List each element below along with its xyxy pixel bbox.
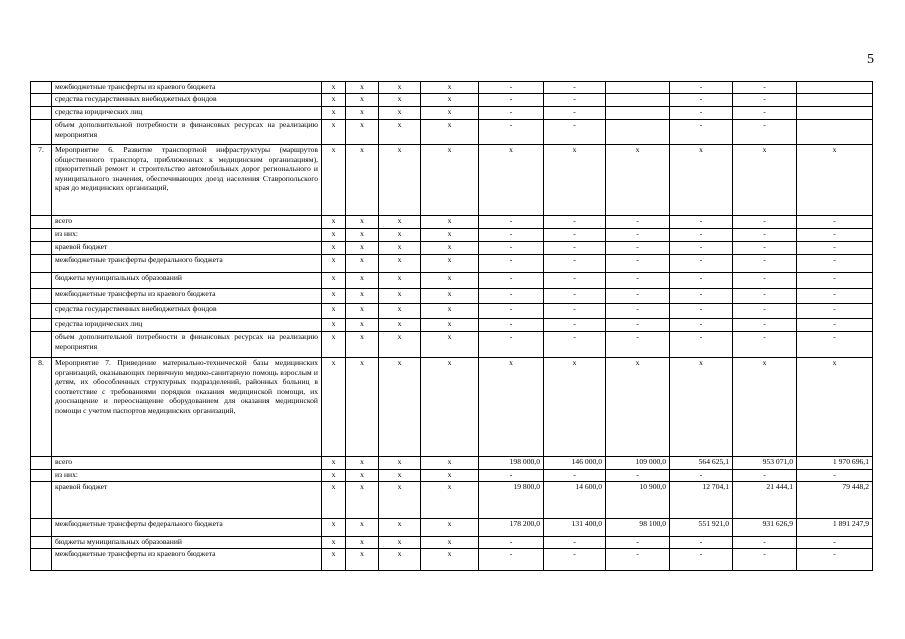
value-cell: - [606, 304, 670, 319]
value-cell: - [733, 242, 797, 255]
value-cell: x [421, 94, 479, 107]
table-row [31, 519, 873, 537]
value-cell: - [733, 229, 797, 242]
table-row [31, 242, 873, 255]
value-cell: - [670, 304, 733, 319]
table-row [31, 304, 873, 319]
value-cell: - [544, 94, 606, 107]
value-cell: 1 891 247,9 [797, 519, 873, 537]
value-cell: x [322, 332, 346, 358]
value-cell: x [670, 358, 733, 457]
value-cell: x [322, 216, 346, 229]
value-cell: - [733, 273, 797, 289]
value-cell: x [379, 289, 421, 304]
value-cell: x [379, 482, 421, 519]
value-cell: - [479, 304, 544, 319]
value-cell: - [670, 332, 733, 358]
value-cell [797, 107, 873, 120]
value-cell: x [421, 242, 479, 255]
row-number-cell [31, 519, 52, 537]
value-cell: x [322, 457, 346, 470]
value-cell: 98 100,0 [606, 519, 670, 537]
value-cell: x [670, 145, 733, 216]
value-cell: - [544, 549, 606, 571]
value-cell: 931 626,9 [733, 519, 797, 537]
value-cell: - [797, 319, 873, 332]
value-cell: x [346, 482, 379, 519]
table-row [31, 482, 873, 519]
value-cell: - [670, 82, 733, 94]
value-cell: - [606, 216, 670, 229]
value-cell: x [421, 273, 479, 289]
value-cell: - [606, 332, 670, 358]
value-cell: 1 970 696,1 [797, 457, 873, 470]
value-cell: x [346, 255, 379, 273]
value-cell: - [733, 82, 797, 94]
value-cell: x [544, 358, 606, 457]
value-cell [797, 120, 873, 145]
value-cell: x [322, 519, 346, 537]
table-row [31, 470, 873, 482]
value-cell: - [544, 319, 606, 332]
table-row [31, 107, 873, 120]
row-number-cell [31, 470, 52, 482]
value-cell: 14 600,0 [544, 482, 606, 519]
value-cell: x [322, 319, 346, 332]
value-cell: x [322, 255, 346, 273]
value-cell: x [346, 319, 379, 332]
value-cell: 551 921,0 [670, 519, 733, 537]
value-cell: x [733, 145, 797, 216]
value-cell: - [670, 319, 733, 332]
value-cell: - [797, 273, 873, 289]
value-cell: x [379, 255, 421, 273]
value-cell: 109 000,0 [606, 457, 670, 470]
value-cell: x [421, 358, 479, 457]
budget-table [30, 81, 873, 571]
row-number-cell [31, 82, 52, 94]
value-cell: - [733, 319, 797, 332]
value-cell: x [421, 319, 479, 332]
value-cell: x [346, 470, 379, 482]
value-cell: - [733, 120, 797, 145]
value-cell: - [797, 242, 873, 255]
row-number-cell [31, 216, 52, 229]
value-cell: - [544, 289, 606, 304]
value-cell: x [421, 537, 479, 549]
value-cell: - [544, 216, 606, 229]
value-cell: x [346, 358, 379, 457]
value-cell: - [733, 94, 797, 107]
table-row [31, 255, 873, 273]
value-cell: x [421, 255, 479, 273]
value-cell: - [479, 255, 544, 273]
value-cell: x [379, 549, 421, 571]
table-row [31, 537, 873, 549]
value-cell: - [797, 255, 873, 273]
value-cell: - [797, 216, 873, 229]
value-cell: - [670, 229, 733, 242]
row-number-cell [31, 332, 52, 358]
value-cell: - [797, 229, 873, 242]
value-cell [606, 107, 670, 120]
value-cell: 12 704,1 [670, 482, 733, 519]
value-cell: x [322, 358, 346, 457]
value-cell: 198 000,0 [479, 457, 544, 470]
row-number-cell [31, 319, 52, 332]
value-cell: - [670, 289, 733, 304]
value-cell: x [479, 145, 544, 216]
value-cell: x [379, 457, 421, 470]
value-cell: x [322, 120, 346, 145]
row-name-cell: средства юридических лиц [52, 107, 322, 120]
value-cell: - [544, 120, 606, 145]
table-row [31, 216, 873, 229]
value-cell: x [421, 120, 479, 145]
value-cell: - [670, 242, 733, 255]
value-cell: x [379, 82, 421, 94]
value-cell: - [544, 470, 606, 482]
value-cell: - [544, 255, 606, 273]
value-cell: x [733, 358, 797, 457]
row-name-cell: из них: [52, 470, 322, 482]
value-cell: - [544, 229, 606, 242]
value-cell: x [379, 273, 421, 289]
value-cell: x [606, 145, 670, 216]
value-cell: - [479, 470, 544, 482]
row-name-cell: объем дополнительной потребности в финансовых ресурсах на реализацию мероприятия [52, 120, 322, 145]
value-cell: x [379, 107, 421, 120]
value-cell: - [670, 94, 733, 107]
value-cell: - [797, 332, 873, 358]
table-row [31, 229, 873, 242]
value-cell: - [544, 273, 606, 289]
table-row [31, 457, 873, 470]
value-cell: - [544, 242, 606, 255]
value-cell: - [479, 319, 544, 332]
value-cell: - [479, 537, 544, 549]
table-row [31, 273, 873, 289]
value-cell: - [733, 332, 797, 358]
row-name-cell: краевой бюджет [52, 482, 322, 519]
value-cell: x [346, 273, 379, 289]
row-name-cell: межбюджетные трансферты из краевого бюджета [52, 82, 322, 94]
value-cell: x [797, 358, 873, 457]
value-cell [606, 82, 670, 94]
value-cell: - [544, 107, 606, 120]
value-cell: 19 800,0 [479, 482, 544, 519]
row-name-cell: Мероприятие 7. Приведение материально-технической базы медицинских организаций, оказывающих первичную медико-санитарную помощь взрослым и детям, их обособленных структурных подразделений, районных больниц в соответствие с требованиями порядков оказания медицинской помощи, их дооснащение и переоснащение оборудованием для оказания медицинской помощи с учетом паспортов медицинских организаций, [52, 358, 322, 457]
value-cell: x [421, 304, 479, 319]
row-name-cell: средства государственных внебюджетных фондов [52, 304, 322, 319]
value-cell: - [479, 273, 544, 289]
value-cell: - [670, 549, 733, 571]
table-row [31, 289, 873, 304]
row-name-cell: всего [52, 457, 322, 470]
value-cell: x [379, 470, 421, 482]
value-cell: x [346, 304, 379, 319]
value-cell: - [733, 216, 797, 229]
value-cell: x [322, 145, 346, 216]
table-row [31, 82, 873, 94]
row-name-cell: межбюджетные трансферты из краевого бюджета [52, 289, 322, 304]
value-cell: x [322, 82, 346, 94]
row-number-cell [31, 229, 52, 242]
value-cell: 178 200,0 [479, 519, 544, 537]
value-cell: x [322, 94, 346, 107]
value-cell: - [544, 537, 606, 549]
value-cell: x [322, 482, 346, 519]
value-cell: - [733, 255, 797, 273]
row-name-cell: краевой бюджет [52, 242, 322, 255]
value-cell: x [379, 319, 421, 332]
value-cell: - [670, 216, 733, 229]
value-cell: x [379, 358, 421, 457]
row-number-cell [31, 94, 52, 107]
value-cell: - [606, 255, 670, 273]
table-row [31, 319, 873, 332]
value-cell: x [421, 519, 479, 537]
value-cell: x [346, 107, 379, 120]
table-row [31, 358, 873, 457]
value-cell: 79 448,2 [797, 482, 873, 519]
value-cell: - [797, 537, 873, 549]
row-name-cell: бюджеты муниципальных образований [52, 273, 322, 289]
value-cell: x [322, 107, 346, 120]
row-number-cell [31, 549, 52, 571]
value-cell: x [322, 273, 346, 289]
value-cell: - [544, 332, 606, 358]
value-cell: x [421, 470, 479, 482]
row-name-cell: из них: [52, 229, 322, 242]
row-name-cell: средства юридических лиц [52, 319, 322, 332]
value-cell: 953 071,0 [733, 457, 797, 470]
row-name-cell: бюджеты муниципальных образований [52, 537, 322, 549]
value-cell: 564 625,1 [670, 457, 733, 470]
row-number-cell [31, 273, 52, 289]
value-cell: 131 400,0 [544, 519, 606, 537]
row-number-cell [31, 120, 52, 145]
value-cell: - [670, 107, 733, 120]
value-cell: x [346, 145, 379, 216]
value-cell: x [379, 537, 421, 549]
value-cell [606, 94, 670, 107]
value-cell: x [479, 358, 544, 457]
value-cell: x [421, 82, 479, 94]
value-cell: x [346, 82, 379, 94]
value-cell: - [606, 319, 670, 332]
value-cell: - [797, 304, 873, 319]
value-cell: x [379, 242, 421, 255]
row-number-cell [31, 537, 52, 549]
value-cell: - [606, 273, 670, 289]
table-row [31, 549, 873, 571]
value-cell: - [479, 242, 544, 255]
value-cell: x [346, 94, 379, 107]
value-cell: x [421, 145, 479, 216]
row-name-cell: объем дополнительной потребности в финансовых ресурсах на реализацию мероприятия [52, 332, 322, 358]
value-cell: - [479, 549, 544, 571]
value-cell: x [322, 470, 346, 482]
value-cell: x [421, 549, 479, 571]
value-cell: 146 000,0 [544, 457, 606, 470]
value-cell: - [733, 537, 797, 549]
value-cell: - [670, 255, 733, 273]
row-name-cell: межбюджетные трансферты федерального бюджета [52, 519, 322, 537]
table-row [31, 145, 873, 216]
value-cell: x [346, 549, 379, 571]
value-cell: - [797, 470, 873, 482]
value-cell: x [379, 94, 421, 107]
value-cell: 21 444,1 [733, 482, 797, 519]
value-cell: x [346, 537, 379, 549]
row-name-cell: средства государственных внебюджетных фондов [52, 94, 322, 107]
value-cell: - [670, 120, 733, 145]
value-cell: - [733, 107, 797, 120]
row-number-cell [31, 482, 52, 519]
value-cell [797, 94, 873, 107]
value-cell: x [544, 145, 606, 216]
value-cell: x [421, 107, 479, 120]
row-number-cell [31, 242, 52, 255]
table-row [31, 120, 873, 145]
value-cell: - [479, 332, 544, 358]
value-cell: - [606, 289, 670, 304]
value-cell: x [346, 242, 379, 255]
row-name-cell: Мероприятие 6. Развитие транспортной инфраструктуры (маршрутов общественного транспорта, приближенных к медицинским организациям), приоритетный ремонт и строительство автомобильных дорог регионального и муниципального значения, обеспечивающих доезд населения Ставропольского края до медицинских организаций, [52, 145, 322, 216]
value-cell: x [322, 229, 346, 242]
value-cell: - [606, 470, 670, 482]
value-cell: - [479, 120, 544, 145]
value-cell: x [322, 549, 346, 571]
value-cell: - [544, 304, 606, 319]
row-number-cell [31, 457, 52, 470]
row-number-cell [31, 289, 52, 304]
value-cell: - [733, 549, 797, 571]
value-cell: x [346, 332, 379, 358]
value-cell: - [479, 216, 544, 229]
value-cell: - [479, 229, 544, 242]
value-cell: - [670, 470, 733, 482]
value-cell: - [479, 107, 544, 120]
value-cell: 10 900,0 [606, 482, 670, 519]
value-cell: - [479, 82, 544, 94]
value-cell: x [421, 229, 479, 242]
value-cell: - [606, 229, 670, 242]
value-cell: - [606, 549, 670, 571]
row-number-cell [31, 255, 52, 273]
value-cell [606, 120, 670, 145]
row-number-cell [31, 107, 52, 120]
value-cell: - [797, 289, 873, 304]
value-cell: x [346, 519, 379, 537]
value-cell: x [322, 537, 346, 549]
value-cell: x [379, 519, 421, 537]
table-row [31, 94, 873, 107]
value-cell: - [479, 94, 544, 107]
value-cell: - [479, 289, 544, 304]
row-name-cell: всего [52, 216, 322, 229]
table-row [31, 332, 873, 358]
value-cell: x [322, 304, 346, 319]
value-cell: - [733, 289, 797, 304]
value-cell: x [421, 332, 479, 358]
value-cell: x [421, 289, 479, 304]
value-cell: x [421, 216, 479, 229]
value-cell: x [379, 229, 421, 242]
value-cell: - [606, 537, 670, 549]
value-cell: x [379, 304, 421, 319]
value-cell: - [670, 537, 733, 549]
value-cell: - [733, 304, 797, 319]
value-cell: - [670, 273, 733, 289]
value-cell: x [379, 216, 421, 229]
value-cell: - [733, 470, 797, 482]
value-cell: x [379, 332, 421, 358]
row-number-cell [31, 304, 52, 319]
row-number-cell: 8. [31, 358, 52, 457]
value-cell: - [544, 82, 606, 94]
value-cell: x [322, 289, 346, 304]
value-cell: - [606, 242, 670, 255]
row-number-cell: 7. [31, 145, 52, 216]
value-cell: x [322, 242, 346, 255]
value-cell: x [346, 216, 379, 229]
value-cell: - [797, 549, 873, 571]
value-cell: x [379, 120, 421, 145]
row-name-cell: межбюджетные трансферты федерального бюджета [52, 255, 322, 273]
value-cell: x [421, 457, 479, 470]
row-name-cell: межбюджетные трансферты из краевого бюджета [52, 549, 322, 571]
value-cell: x [606, 358, 670, 457]
page-number: 5 [867, 52, 874, 67]
value-cell [797, 82, 873, 94]
value-cell: x [346, 120, 379, 145]
value-cell: x [797, 145, 873, 216]
value-cell: x [346, 229, 379, 242]
value-cell: x [346, 289, 379, 304]
value-cell: x [379, 145, 421, 216]
value-cell: x [346, 457, 379, 470]
value-cell: x [421, 482, 479, 519]
